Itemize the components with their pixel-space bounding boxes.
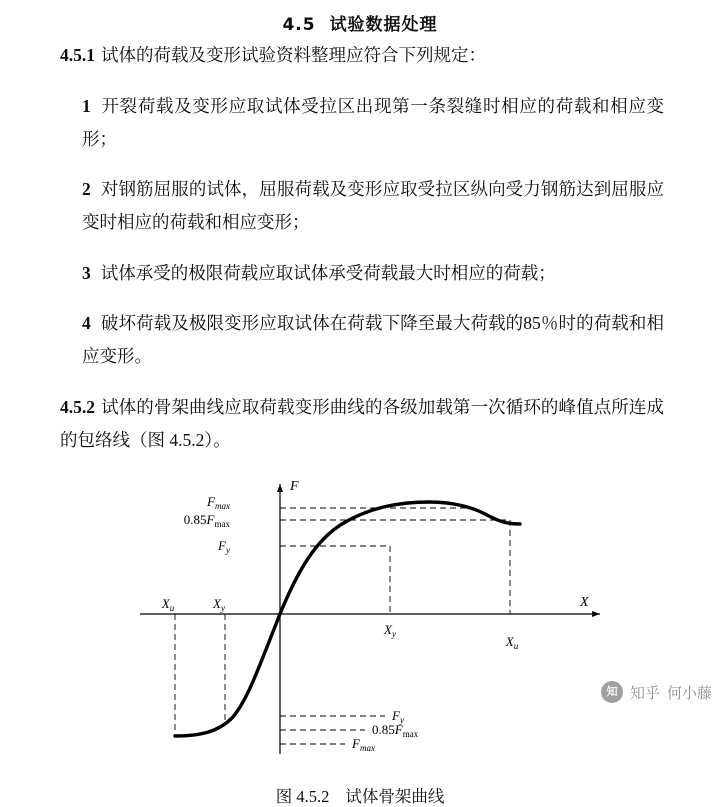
paragraph-lead: 4.5.2 <box>60 396 95 417</box>
figure-skeleton-curve <box>0 474 720 807</box>
label-085fmax-top: $0.85F_{max}$ <box>183 512 230 529</box>
paragraph-text: 试体承受的极限荷载应取试体承受荷载最大时相应的荷载； <box>100 262 556 283</box>
body-text <box>60 39 664 457</box>
section-title-text: 试验数据处理 <box>329 15 438 35</box>
figure-caption-text: 试体骨架曲线 <box>345 787 445 806</box>
label-085fmax-bottom: $0.85F_{max}$ <box>372 722 419 739</box>
paragraph-item-4 <box>60 307 664 373</box>
label-xy-right: $X_y$ <box>384 622 396 639</box>
watermark-brand: 知乎 <box>629 683 660 702</box>
paragraph-lead: 2 <box>82 179 91 199</box>
watermark-user: 何小藤 <box>666 683 712 702</box>
document-page <box>0 8 720 806</box>
label-fmax-bottom: $F_{max}$ <box>352 736 375 753</box>
paragraph-item-3 <box>60 257 664 290</box>
y-axis-arrow <box>277 484 283 492</box>
label-xu-right: $X_u$ <box>505 634 519 651</box>
label-fmax-top: $F_{max}$ <box>207 494 230 511</box>
section-number: 4.5 <box>282 15 316 35</box>
paragraph-item-2 <box>60 173 664 239</box>
paragraph-text: 破坏荷载及极限变形应取试体在荷载下降至最大荷载的85％时的荷载和相应变形。 <box>82 313 664 366</box>
figure-caption <box>0 783 720 807</box>
y-axis-label: F <box>290 479 299 494</box>
paragraph-text: 开裂荷载及变形应取试体受拉区出现第一条裂缝时相应的荷载和相应变形； <box>82 95 664 149</box>
paragraph-text: 试体的骨架曲线应取荷载变形曲线的各级加载第一次循环的峰值点所连成的包络线（图 4.5.2）。 <box>60 396 664 450</box>
figure-caption-number: 图 4.5.2 <box>275 787 330 806</box>
paragraph-text: 对钢筋屈服的试体，屈服荷载及变形应取受拉区纵向受力钢筋达到屈服应变时相应的荷载和相应变形； <box>82 179 664 232</box>
x-axis-label: X <box>580 595 589 610</box>
paragraph-text: 试体的荷载及变形试验资料整理应符合下列规定： <box>101 45 486 65</box>
paragraph-4-5-2 <box>60 391 664 457</box>
x-axis-arrow <box>592 611 600 617</box>
watermark <box>601 681 712 703</box>
label-xu-left: $X_u$ <box>161 596 175 613</box>
paragraph-item-1 <box>60 90 664 156</box>
zhihu-logo-icon: 知 <box>601 681 623 703</box>
skeleton-curve-svg <box>80 474 640 774</box>
paragraph-4-5-1 <box>60 39 664 72</box>
curve-path <box>175 502 520 736</box>
paragraph-lead: 4.5.1 <box>60 45 95 65</box>
label-fy-top: $F_y$ <box>218 538 230 555</box>
label-fy-bottom: $F_y$ <box>392 708 404 725</box>
page-title <box>0 8 720 35</box>
label-xy-left: $X_y$ <box>213 596 225 613</box>
paragraph-lead: 4 <box>82 313 91 333</box>
paragraph-lead: 1 <box>82 95 91 116</box>
paragraph-lead: 3 <box>82 262 91 283</box>
